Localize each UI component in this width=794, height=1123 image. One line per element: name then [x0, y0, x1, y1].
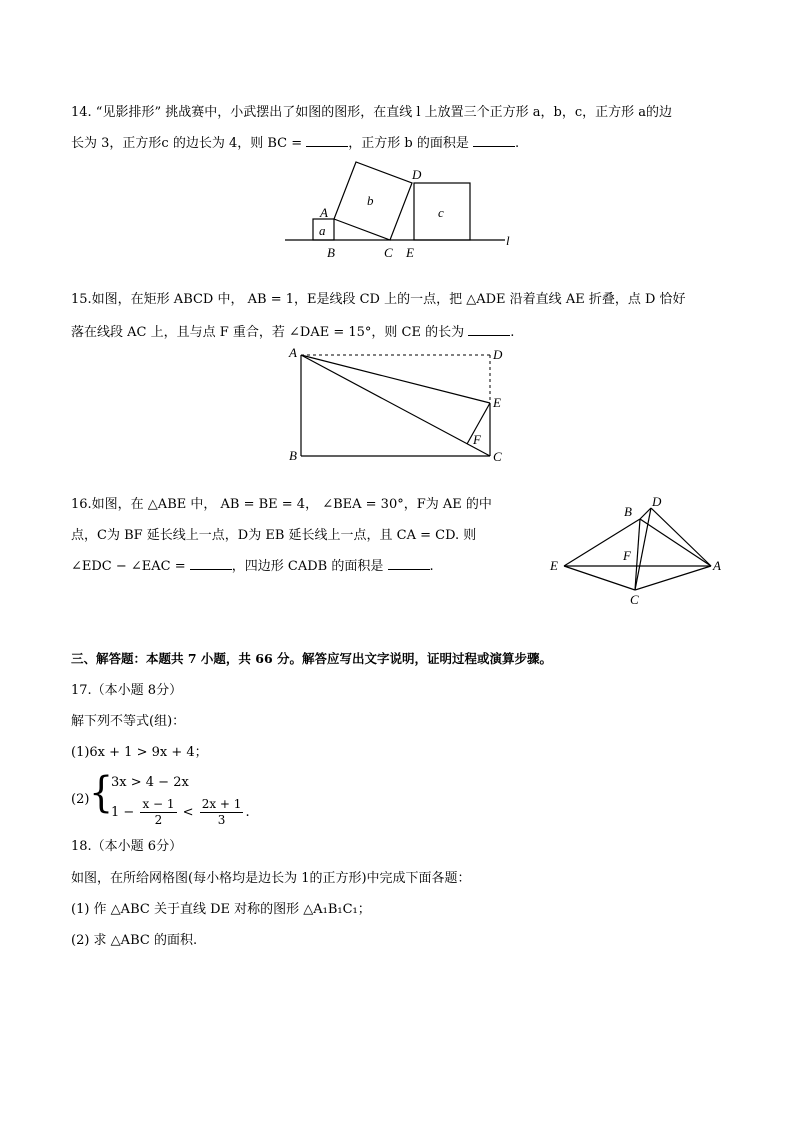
q16-blank-area[interactable]	[388, 557, 430, 570]
q16-blank-angle[interactable]	[190, 557, 232, 570]
q16-text-b: ，四边形 CADB 的面积是	[231, 559, 384, 574]
q15-figure	[285, 345, 515, 470]
q14-label-c: c	[438, 205, 444, 220]
q16-point-E: E	[550, 558, 558, 573]
q15-point-D: D	[493, 347, 503, 362]
q17-frac1-num: x − 1	[142, 797, 175, 811]
q14-text-c: .	[515, 136, 520, 151]
q16-point-D: D	[652, 494, 662, 509]
q18-part1: (1) 作 △ABC 关于直线 DE 对称的图形 △A₁B₁C₁；	[71, 902, 371, 917]
q14-point-D: D	[412, 167, 422, 182]
q15-line1: 15.如图，在矩形 ABCD 中， AB = 1，E是线段 CD 上的一点，把 △ADE 沿着直线 AE 折叠，点 D 恰好	[71, 292, 686, 307]
q14-blank-area[interactable]	[473, 134, 515, 147]
q17-fraction-1	[140, 797, 176, 828]
q15-point-C: C	[493, 449, 502, 464]
q17-intro: 解下列不等式(组)：	[71, 714, 186, 729]
q17-end: .	[245, 805, 250, 820]
q15-blank-ce[interactable]	[468, 323, 510, 336]
q17-row2-lead: 1 −	[111, 805, 135, 820]
q15-text-b: .	[510, 325, 515, 340]
q16-line3	[71, 557, 434, 576]
q17-system-brace: {	[89, 767, 114, 817]
q17-frac2-den: 3	[217, 813, 226, 827]
q16-point-B: B	[624, 504, 632, 519]
q16-text-c: .	[429, 559, 434, 574]
q14-label-b: b	[367, 193, 374, 208]
q16-line1: 16.如图，在 △ABE 中， AB = BE = 4， ∠BEA = 30°，F为 AE 的中	[71, 497, 492, 512]
q16-text-a: ∠EDC − ∠EAC =	[71, 559, 186, 574]
q15-line2	[71, 323, 514, 342]
q17-system-row1: 3x > 4 − 2x	[111, 775, 189, 790]
q17-system-row2	[111, 796, 250, 830]
q17-frac1-den: 2	[154, 813, 163, 827]
q17-head: 17.（本小题 8分）	[71, 683, 183, 698]
q16-point-F: F	[623, 548, 631, 563]
q14-text-b: ，正方形 b 的面积是	[348, 136, 469, 151]
q14-figure	[280, 162, 520, 262]
q16-figure	[545, 492, 730, 612]
q14-line1: 14. “见影排形” 挑战赛中，小武摆出了如图的图形，在直线 l 上放置三个正方形 a，b，c，正方形 a的边	[71, 105, 673, 120]
q17-frac2-num: 2x + 1	[201, 797, 242, 811]
q14-blank-bc[interactable]	[306, 134, 348, 147]
q15-point-A: A	[289, 345, 297, 360]
q15-text-a: 落在线段 AC 上，且与点 F 重合，若 ∠DAE = 15°，则 CE 的长为	[71, 325, 465, 340]
q17-part1: (1)6x + 1 > 9x + 4；	[71, 745, 208, 760]
q14-label-a: a	[319, 223, 326, 238]
q16-point-C: C	[630, 592, 639, 607]
q14-line-l: l	[506, 233, 510, 248]
q17-fraction-2	[200, 797, 244, 828]
q15-point-B: B	[289, 448, 297, 463]
q14-point-A: A	[320, 205, 328, 220]
q16-point-A: A	[713, 558, 721, 573]
q17-less-than: <	[182, 805, 194, 820]
q14-point-E: E	[406, 245, 414, 260]
q14-text-a: 长为 3，正方形c 的边长为 4，则 BC =	[71, 136, 303, 151]
q15-point-F: F	[473, 432, 481, 447]
q17-part2-label: (2)	[71, 792, 90, 807]
q15-point-E: E	[493, 395, 501, 410]
q16-line2: 点，C为 BF 延长线上一点，D为 EB 延长线上一点，且 CA = CD. 则	[71, 528, 477, 543]
q18-intro: 如图，在所给网格图(每小格均是边长为 1的正方形)中完成下面各题：	[71, 871, 471, 886]
q18-part2: (2) 求 △ABC 的面积.	[71, 933, 198, 948]
q18-head: 18.（本小题 6分）	[71, 839, 183, 854]
section-3-heading: 三、解答题：本题共 7 小题，共 66 分。解答应写出文字说明，证明过程或演算步骤。	[71, 651, 553, 666]
q14-point-B: B	[327, 245, 335, 260]
q14-point-C: C	[384, 245, 393, 260]
q14-line2	[71, 134, 519, 153]
